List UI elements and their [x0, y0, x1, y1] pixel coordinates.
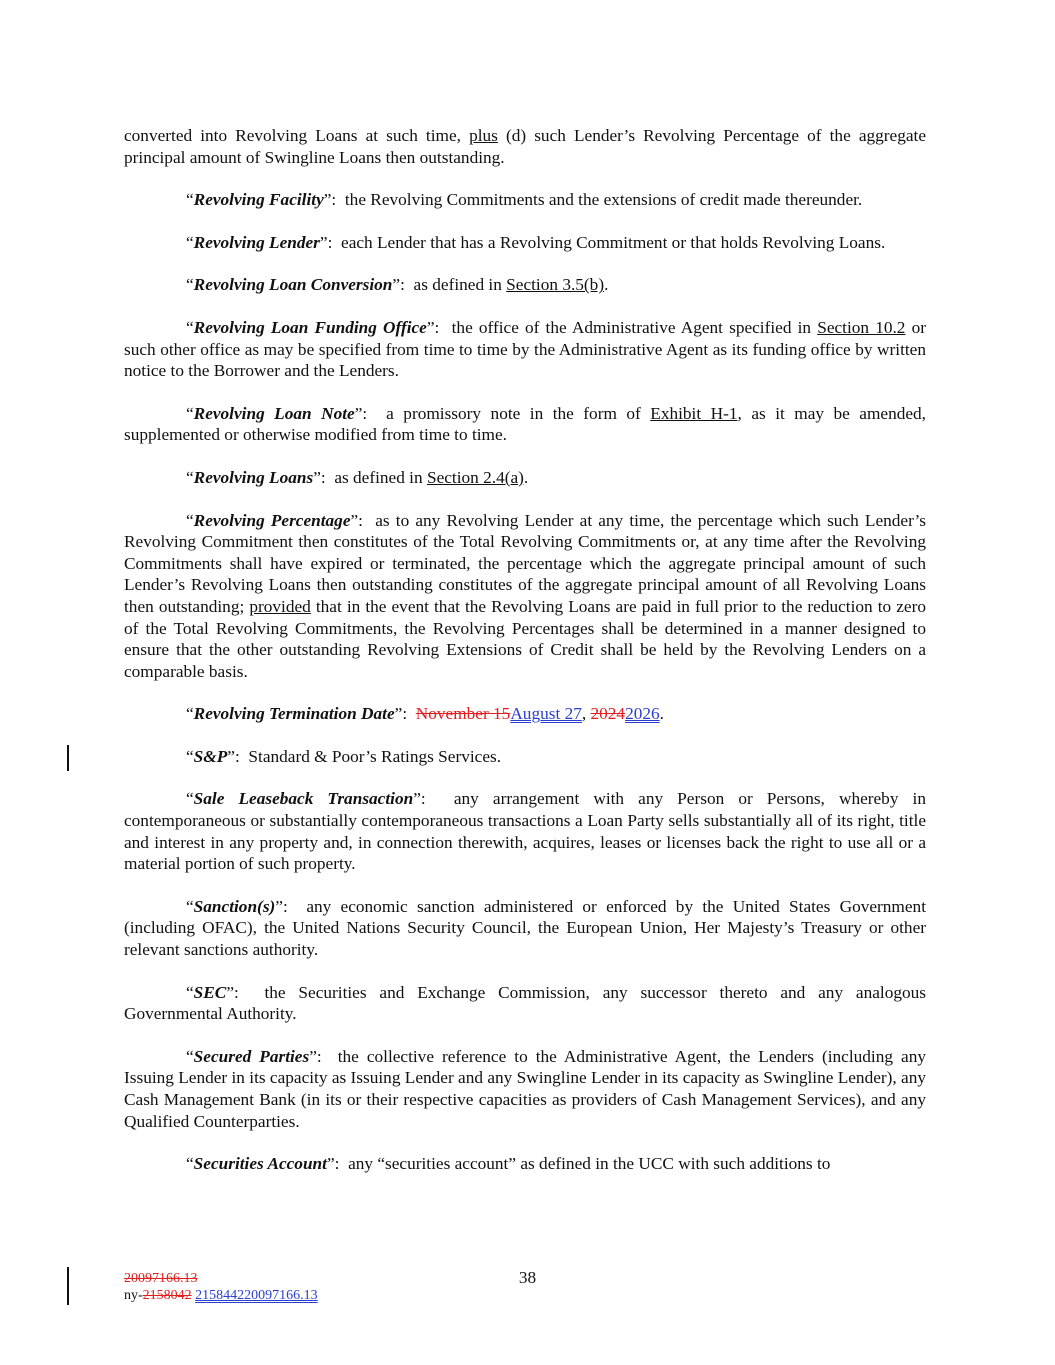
- defined-term: S&P: [193, 746, 228, 766]
- definition-text: .: [604, 275, 609, 295]
- definition-revolving-loan-conversion: “Revolving Loan Conversion”: as defined in Section 3.5(b).: [186, 275, 609, 295]
- definition-revolving-loan-funding-office: “Revolving Loan Funding Office”: the office of the Administrative Agent specified in Section 10.2 or such other office as may be specified from time to time by the Administrative Agent as its funding office by written notice to the Borrower and the Lenders.: [124, 317, 926, 381]
- defined-term: Secured Parties: [193, 1046, 310, 1066]
- defined-term: SEC: [193, 982, 227, 1002]
- defined-term: Revolving Termination Date: [193, 704, 395, 724]
- definition-sale-leaseback: “Sale Leaseback Transaction”: any arrangement with any Person or Persons, whereby in contemporaneous or substantially contemporaneous transactions a Loan Party sells substantially all of its right, title and interest in any property and, in connection therewith, acquires, leases or licenses back the right to use all or a material portion of such property.: [124, 789, 926, 874]
- definition-sec: “SEC”: the Securities and Exchange Commission, any successor thereto and any analogous Governmental Authority.: [124, 982, 926, 1024]
- definition-text: the Securities and Exchange Commission, any successor thereto and any analogous Governmental Authority.: [124, 982, 926, 1024]
- definition-text: the office of the Administrative Agent specified in: [451, 317, 818, 337]
- defined-term: Revolving Loan Funding Office: [193, 317, 427, 337]
- inserted-text: 2026: [625, 704, 660, 724]
- definition-text: any economic sanction administered or enforced by the United States Government (including OFAC), the United Nations Security Council, the European Union, Her Majesty’s Treasury or other relevant sanctions authority.: [124, 896, 926, 960]
- inserted-text: August 27: [510, 704, 582, 724]
- paragraph-continuation: [124, 125, 926, 168]
- definition-text: Standard & Poor’s Ratings Services.: [248, 746, 502, 766]
- definition-text: any arrangement with any Person or Persons, whereby in contemporaneous or substantially contemporaneous transactions a Loan Party sells substantially all of its right, title and interest in any property and, in connection therewith, acquires, leases or licenses back the right to use all or a material portion of such property.: [124, 789, 926, 874]
- text: converted into Revolving Loans at such time,: [124, 126, 470, 145]
- defined-term: Revolving Facility: [193, 190, 324, 210]
- exhibit-reference[interactable]: Exhibit H-1: [650, 403, 738, 423]
- defined-term: Sanction(s): [193, 896, 276, 916]
- defined-term: Securities Account: [193, 1154, 327, 1174]
- page-number: 38: [518, 1268, 537, 1287]
- change-bar: [67, 745, 69, 771]
- section-reference[interactable]: Section 2.4(a): [426, 467, 524, 487]
- definition-text: any “securities account” as defined in the UCC with such additions to: [348, 1154, 831, 1174]
- text: (d) such Lender’s Revolving Percentage of the aggregate principal amount of Swingline Loans then outstanding.: [124, 126, 926, 167]
- definition-text: or such other office as may be specified from time to time by the Administrative Agent as its funding office by written notice to the Borrower and the Lenders.: [124, 317, 926, 381]
- defined-term: Revolving Percentage: [193, 510, 351, 530]
- definition-revolving-facility: “Revolving Facility”: the Revolving Commitments and the extensions of credit made thereunder.: [186, 190, 863, 210]
- definition-text: the Revolving Commitments and the extensions of credit made thereunder.: [344, 190, 863, 210]
- definition-text: , as it may be amended, supplemented or otherwise modified from time to time.: [124, 403, 926, 445]
- document-body: [124, 125, 926, 1196]
- defined-term: Revolving Loan Conversion: [193, 275, 393, 295]
- definition-snp: “S&P”: Standard & Poor’s Ratings Services.: [186, 746, 502, 766]
- doc-prefix: ny-: [124, 1288, 143, 1303]
- inserted-doc-id: 20097166.13: [244, 1288, 318, 1303]
- definition-text: each Lender that has a Revolving Commitment or that holds Revolving Loans.: [341, 232, 886, 252]
- deleted-doc-number: 2158042: [142, 1288, 192, 1303]
- emphasis-provided: provided: [249, 596, 311, 616]
- definition-revolving-loan-note: “Revolving Loan Note”: a promissory note in the form of Exhibit H-1, as it may be amended, supplemented or otherwise modified from time to time.: [124, 403, 926, 445]
- definition-securities-account: “Securities Account”: any “securities account” as defined in the UCC with such additions to: [186, 1154, 831, 1174]
- emphasis-plus: plus: [469, 126, 498, 145]
- definition-revolving-percentage: “Revolving Percentage”: as to any Revolving Lender at any time, the percentage which such Lender’s Revolving Commitment then constitutes of the Total Revolving Commitments or, at any time after the Revolving Commitments shall have expired or terminated, the percentage which the aggregate principal amount of such Lender’s Revolving Loans then outstanding constitutes of the aggregate principal amount of all Revolving Loans then outstanding; provided that in the event that the Revolving Loans are paid in full prior to the reduction to zero of the Total Revolving Commitments, the Revolving Percentages shall be determined in a manner designed to ensure that the other outstanding Revolving Extensions of Credit shall be held by the Revolving Lenders on a comparable basis.: [124, 510, 927, 681]
- definition-secured-parties: “Secured Parties”: the collective reference to the Administrative Agent, the Lenders (including any Issuing Lender in its capacity as Issuing Lender and any Swingline Lender in its capacity as Swingline Lender), any Cash Management Bank (in its or their respective capacities as providers of Cash Management Services), and any Qualified Counterparties.: [124, 1046, 926, 1131]
- definition-text: as defined in: [413, 275, 507, 295]
- definition-revolving-loans: “Revolving Loans”: as defined in Section 2.4(a).: [186, 467, 529, 487]
- definition-text: .: [523, 467, 529, 487]
- definition-text: that in the event that the Revolving Loans are paid in full prior to the reduction to zero of the Total Revolving Commitments, the Revolving Percentages shall be determined in a manner designed to ensure that the other outstanding Revolving Extensions of Credit shall be held by the Revolving Lenders on a comparable basis.: [124, 596, 927, 681]
- deleted-doc-id: 20097166.13: [124, 1271, 198, 1286]
- deleted-text: 2024: [590, 704, 626, 724]
- definition-revolving-termination-date: “Revolving Termination Date”: November 15August 27, 20242026.: [186, 704, 664, 724]
- footer-doc-id: [124, 1270, 318, 1304]
- definition-revolving-lender: “Revolving Lender”: each Lender that has a Revolving Commitment or that holds Revolving Loans.: [186, 232, 886, 252]
- defined-term: Revolving Loans: [193, 467, 314, 487]
- defined-term: Sale Leaseback Transaction: [193, 789, 414, 809]
- definition-sanctions: “Sanction(s)”: any economic sanction administered or enforced by the United States Government (including OFAC), the United Nations Security Council, the European Union, Her Majesty’s Treasury or other relevant sanctions authority.: [124, 896, 926, 960]
- defined-term: Revolving Loan Note: [193, 403, 355, 423]
- definition-text: as to any Revolving Lender at any time, the percentage which such Lender’s Revolving Commitment then constitutes of the Total Revolving Commitments or, at any time after the Revolving Commitments shall have expired or terminated, the percentage which the aggregate principal amount of such Lender’s Revolving Loans then outstanding constitutes of the aggregate principal amount of all Revolving Loans then outstanding;: [124, 510, 926, 616]
- defined-term: Revolving Lender: [193, 232, 320, 252]
- separator: ,: [581, 704, 591, 724]
- inserted-doc-number: 2158442: [195, 1288, 245, 1303]
- definition-text: a promissory note in the form of: [386, 403, 651, 423]
- punctuation: .: [659, 704, 664, 724]
- section-reference[interactable]: Section 3.5(b): [506, 275, 605, 295]
- section-reference[interactable]: Section 10.2: [817, 317, 906, 337]
- definition-text: the collective reference to the Administrative Agent, the Lenders (including any Issuing Lender in its capacity as Issuing Lender and any Swingline Lender in its capacity as Swingline Lender), any Cash Management Bank (in its or their respective capacities as providers of Cash Management Services), and any Qualified Counterparties.: [124, 1046, 926, 1131]
- deleted-text: November 15: [415, 704, 511, 724]
- definition-text: as defined in: [334, 467, 427, 487]
